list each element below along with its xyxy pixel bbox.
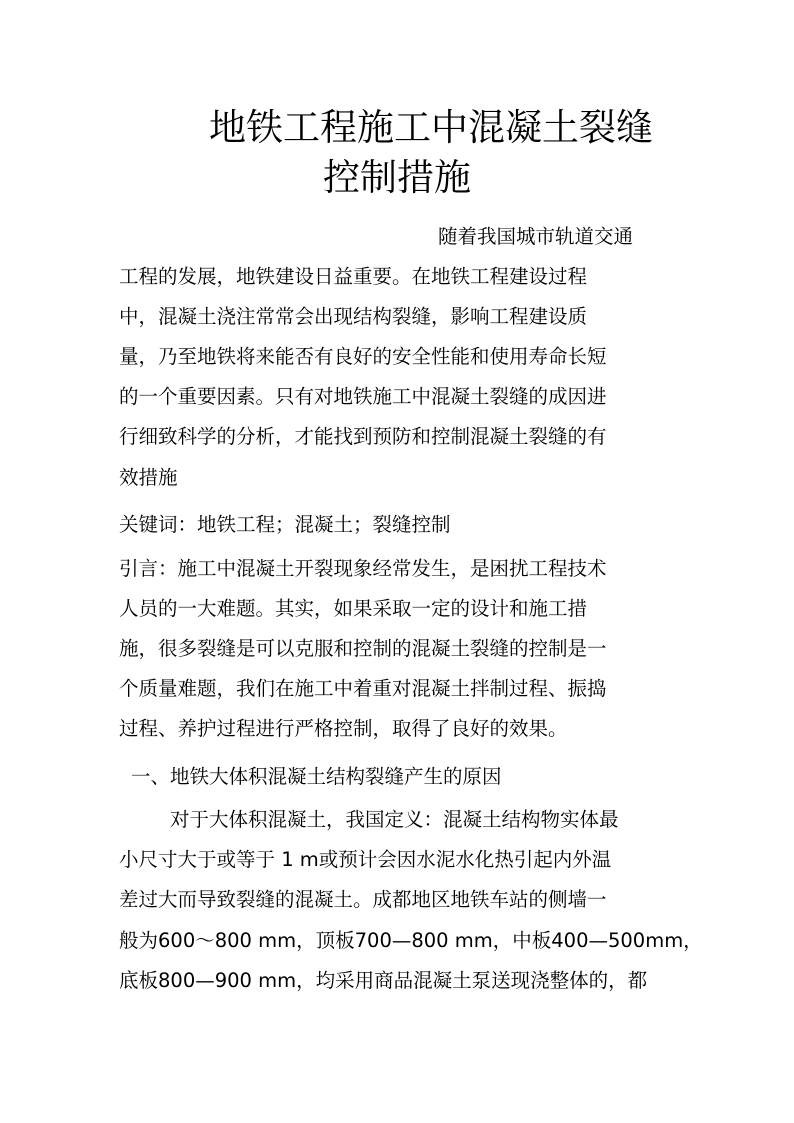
section-line: 小尺寸大于或等于 1 m或预计会因水泥水化热引起内外温: [119, 848, 612, 871]
intro-line: 人员的一大难题。其实，如果采取一定的设计和施工措: [119, 597, 588, 620]
intro-line: 过程、养护过程进行严格控制，取得了良好的效果。: [119, 717, 568, 740]
intro-line: 施，很多裂缝是可以克服和控制的混凝土裂缝的控制是一: [119, 637, 607, 660]
section-line: 差过大而导致裂缝的混凝土。成都地区地铁车站的侧墙一: [119, 888, 607, 911]
section-line: 对于大体积混凝土，我国定义：混凝土结构物实体最: [170, 808, 619, 831]
abstract-line: 的一个重要因素。只有对地铁施工中混凝土裂缝的成因进: [119, 385, 607, 408]
section-line: 底板800—900 mm，均采用商品混凝土泵送现浇整体的，都: [119, 969, 648, 992]
document-title-line-1: 地铁工程施工中混凝土裂缝: [209, 106, 653, 149]
abstract-line: 工程的发展，地铁建设日益重要。在地铁工程建设过程: [119, 265, 588, 288]
intro-line: 个质量难题，我们在施工中着重对混凝土拌制过程、振捣: [119, 677, 607, 700]
abstract-line: 效措施: [119, 466, 178, 489]
abstract-line: 量，乃至地铁将来能否有良好的安全性能和使用寿命长短: [119, 345, 607, 368]
keywords: 关键词：地铁工程；混凝土；裂缝控制: [119, 513, 451, 536]
abstract-line: 随着我国城市轨道交通: [438, 225, 634, 248]
document-title-line-2: 控制措施: [323, 156, 471, 199]
abstract-line: 行细致科学的分析，才能找到预防和控制混凝土裂缝的有: [119, 425, 607, 448]
intro-line: 引言：施工中混凝土开裂现象经常发生，是困扰工程技术: [119, 557, 607, 580]
abstract-line: 中，混凝土浇注常常会出现结构裂缝，影响工程建设质: [119, 305, 588, 328]
section-heading: 一、地铁大体积混凝土结构裂缝产生的原因: [131, 765, 502, 788]
section-line: 般为600～800 mm，顶板700—800 mm，中板400—500mm，: [119, 929, 703, 952]
